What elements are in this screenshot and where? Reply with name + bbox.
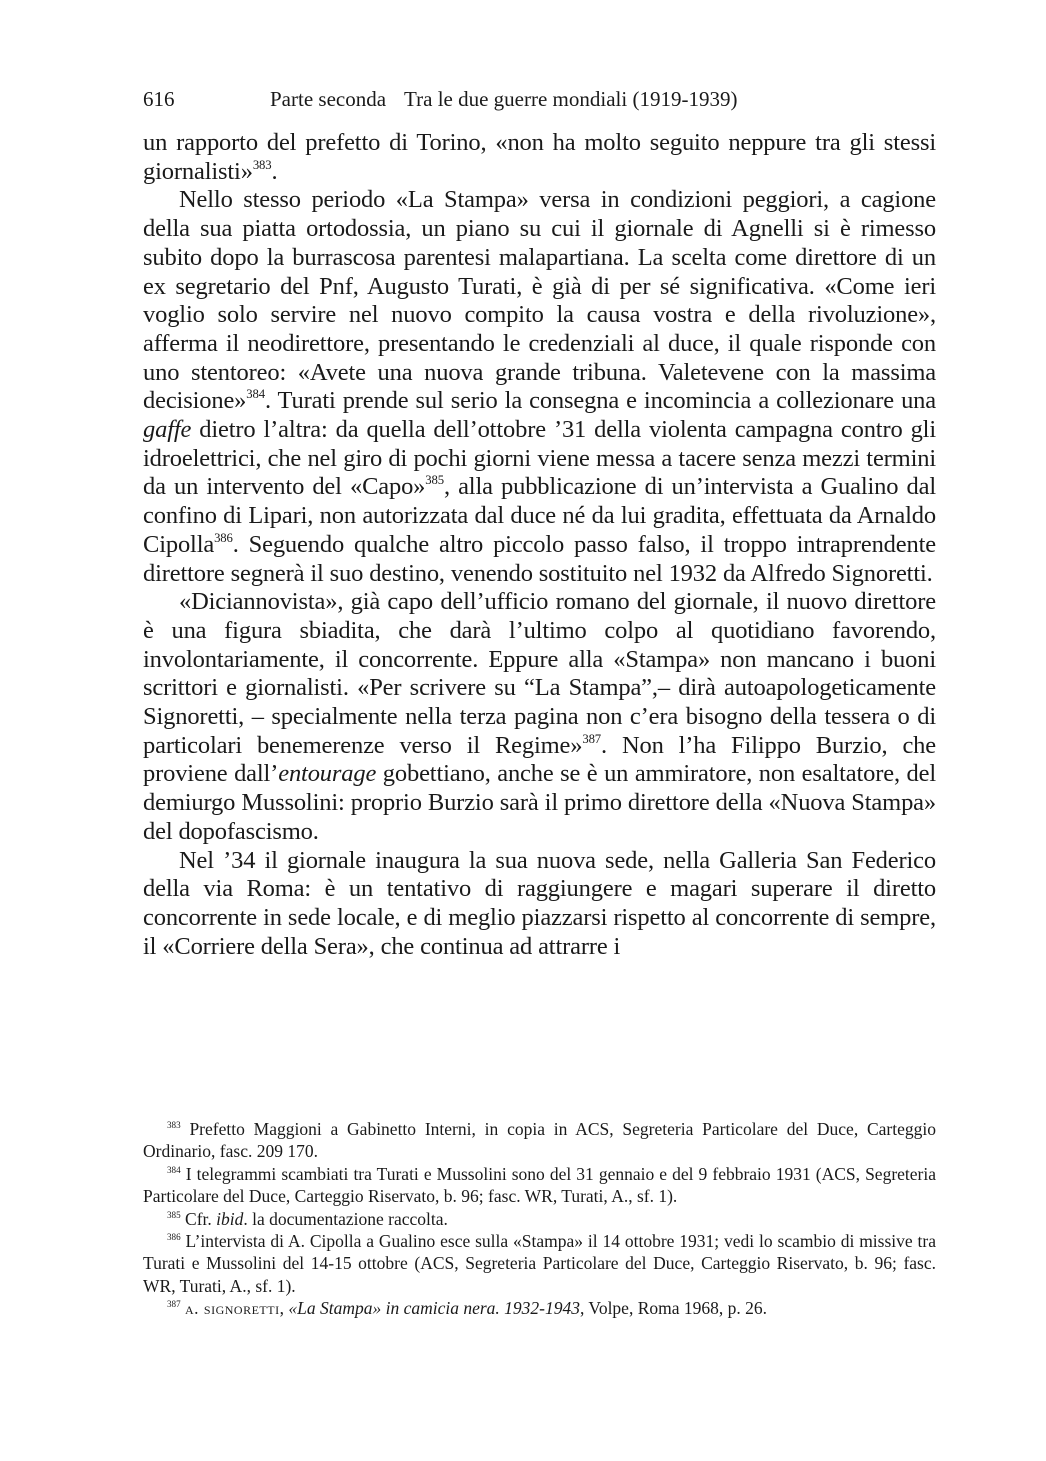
paragraph-1 [143, 129, 936, 186]
footnote-author: a. signoretti [185, 1298, 280, 1319]
footnote-number: 386 [167, 1231, 181, 1242]
text-run: . Non l’ha Filippo Burzio, che proviene dall’ [143, 731, 936, 788]
footnote-text: , [279, 1298, 289, 1319]
paragraph-3 [143, 588, 936, 846]
text-run: «Diciannovista», già capo dell’ufficio romano del giornale, il nuovo direttore è una figura sbiadita, che darà l’ultimo colpo al quotidiano favorendo, involontariamente, il concorrente. Eppure alla «Stampa» non mancano i buoni scrittori e giornalisti. «Per scrivere su “La Stampa”,– dirà autoapologeticamente Signoretti, – specialmente nella terza pagina non c’era bisogno della tessera o di particolari benemerenze verso il Regime» [143, 588, 936, 759]
footnote-383 [143, 1118, 936, 1163]
running-header [143, 86, 943, 112]
text-run: , alla pubblicazione di un’intervista a Gualino dal confino di Lipari, non autorizzata dal duce né da lui gradita, effettuata da Arnaldo Cipolla [143, 473, 936, 558]
chapter-title: Tra le due guerre mondiali (1919-1939) [404, 87, 738, 111]
footnote-384 [143, 1163, 936, 1208]
text-run: . Turati prende sul serio la consegna e incomincia a collezionare una [264, 387, 936, 415]
footnote-ref-387: 387 [582, 731, 602, 746]
footnote-number: 387 [167, 1299, 181, 1310]
text-run: . Seguendo qualche altro piccolo passo falso, il troppo intraprendente direttore segnerà il suo destino, venendo sostituito nel 1932 da Alfredo Signoretti. [143, 530, 936, 587]
footnote-number: 383 [167, 1119, 181, 1130]
italic-term: ibid [216, 1208, 244, 1229]
footnote-text: Prefetto Maggioni a Gabinetto Interni, in copia in ACS, Segreteria Particolare del Duce, Carteggio Ordinario, fasc. 209 170. [143, 1119, 936, 1162]
footnote-text: I telegrammi scambiati tra Turati e Mussolini sono del 31 gennaio e del 9 febbraio 1931 (ACS, Segreteria Particolare del Duce, Carteggio Riservato, b. 96; fasc. WR, Turati, A., sf. 1). [143, 1163, 937, 1207]
footnote-ref-383: 383 [252, 157, 272, 172]
paragraph-4 [143, 847, 936, 962]
text-run: dietro l’altra: da quella dell’ottobre ’31 della violenta campagna contro gli idroelettrici, che nel giro di pochi giorni viene messa a tacere senza mezzi termini da un intervento del «Capo» [143, 416, 936, 501]
footnote-text: , Volpe, Roma 1968, p. 26. [580, 1298, 767, 1319]
footnote-number: 384 [167, 1164, 181, 1175]
body-text [143, 129, 936, 961]
text-run: Nel ’34 il giornale inaugura la sua nuova sede, nella Galleria San Federico della via Roma: è un tentativo di raggiungere e magari superare il diretto concorrente in sede locale, e di meglio piazzarsi rispetto al concorrente di sempre, il «Corriere della Sera», che continua ad attrarre i [143, 846, 936, 960]
footnote-text: L’intervista di A. Cipolla a Gualino esce sulla «Stampa» il 14 ottobre 1931; vedi lo scambio di missive tra Turati e Mussolini del 14-15 ottobre (ACS, Segreteria Particolare del Duce, Carteggio Riservato, b. 96; fasc. WR, Turati, A., sf. 1). [143, 1231, 936, 1296]
text-run: un rapporto del prefetto di Torino, «non ha molto seguito neppure tra gli stessi giornalisti» [143, 129, 936, 185]
italic-term: entourage [278, 760, 377, 788]
footnote-text: Cfr. [185, 1208, 217, 1229]
page-number: 616 [143, 87, 175, 111]
paragraph-2 [143, 186, 936, 588]
text-run: gobettiano, anche se è un ammiratore, non esaltatore, del demiurgo Mussolini: proprio Burzio sarà il primo direttore della «Nuova Stampa» del dopofascismo. [143, 760, 936, 845]
footnote-387 [143, 1297, 936, 1319]
footnote-number: 385 [167, 1209, 181, 1220]
footnote-ref-385: 385 [425, 473, 444, 488]
part-title: Parte seconda [270, 87, 387, 111]
footnote-ref-384: 384 [246, 387, 265, 402]
text-run: . [271, 157, 278, 185]
footnote-text: . la documentazione raccolta. [243, 1208, 448, 1229]
italic-term: gaffe [143, 416, 192, 444]
footnote-ref-386: 386 [214, 530, 233, 545]
footnote-385 [143, 1208, 936, 1230]
text-run: Nello stesso periodo «La Stampa» versa in condizioni peggiori, a cagione della sua piatta ortodossia, un piano su cui il giornale di Agnelli si è rimesso subito dopo la burrascosa parentesi malapartiana. La scelta come direttore di un ex segretario del Pnf, Augusto Turati, è già di per sé significativa. «Come ieri voglio solo servire nel nuovo compito la causa vostra e della rivoluzione», afferma il neodirettore, presentando le credenziali al duce, il quale risponde con uno stentoreo: «Avete una nuova grande tribuna. Valetevene con la massima decisione» [143, 186, 936, 415]
footnotes [143, 1118, 936, 1320]
footnote-386 [143, 1230, 936, 1297]
footnote-book-title: «La Stampa» in camicia nera. 1932-1943 [288, 1298, 580, 1319]
